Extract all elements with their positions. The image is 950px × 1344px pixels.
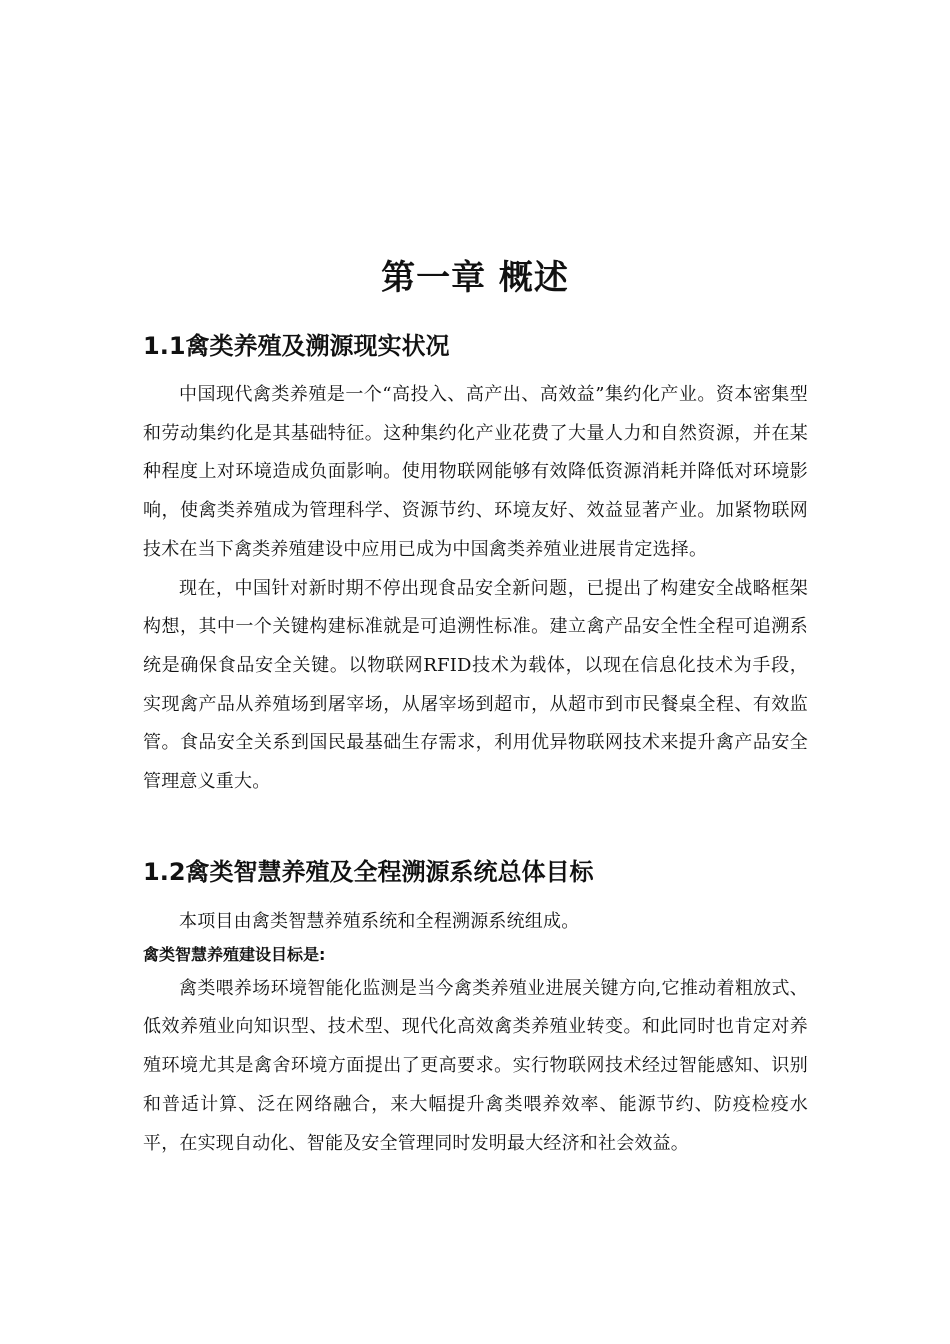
section-1-2-intro: 本项目由禽类智慧养殖系统和全程溯源系统组成。 [179,911,580,932]
section-1-1-paragraph-2: 现在，中国针对新时期不停出现食品安全新问题，已提出了构建安全战略框架构想，其中一个关键构建标准就是可追溯性标准。建立禽产品安全性全程可追溯系统是确保食品安全关键。以物联网RFID技术为载体，以现在信息化技术为手段，实现禽产品从养殖场到屠宰场，从屠宰场到超市，从超市到市民餐桌全程、有效监管。食品安全关系到国民最基础生存需求，利用优异物联网技术来提升禽产品安全管理意义重大。 [143,577,808,793]
chapter-title: 第一章 概述 [381,258,569,298]
section-1-1-body [143,376,808,802]
section-1-2-paragraph: 禽类喂养场环境智能化监测是当今禽类养殖业进展关键方向,它推动着粗放式、低效养殖业向知识型、技术型、现代化高效禽类养殖业转变。和此同时也肯定对养殖环境尤其是禽舍环境方面提出了更高要求。实行物联网技术经过智能感知、识别和普适计算、泛在网络融合，来大幅提升禽类喂养效率、能源节约、防疫检疫水平，在实现自动化、智能及安全管理同时发明最大经济和社会效益。 [143,977,808,1154]
section-1-2-body [143,903,808,1163]
section-1-1-paragraph-1: 中国现代禽类养殖是一个“高投入、高产出、高效益”集约化产业。资本密集型和劳动集约化是其基础特征。这种集约化产业花费了大量人力和自然资源，并在某种程度上对环境造成负面影响。使用物联网能够有效降低资源消耗并降低对环境影响，使禽类养殖成为管理科学、资源节约、环境友好、效益显著产业。加紧物联网技术在当下禽类养殖建设中应用已成为中国禽类养殖业进展肯定选择。 [143,384,808,560]
section-1-2-goal-label: 禽类智慧养殖建设目标是: [143,944,326,964]
section-heading-1-1: 1.1禽类养殖及溯源现实状况 [143,332,450,360]
section-heading-1-2: 1.2禽类智慧养殖及全程溯源系统总体目标 [143,858,594,886]
